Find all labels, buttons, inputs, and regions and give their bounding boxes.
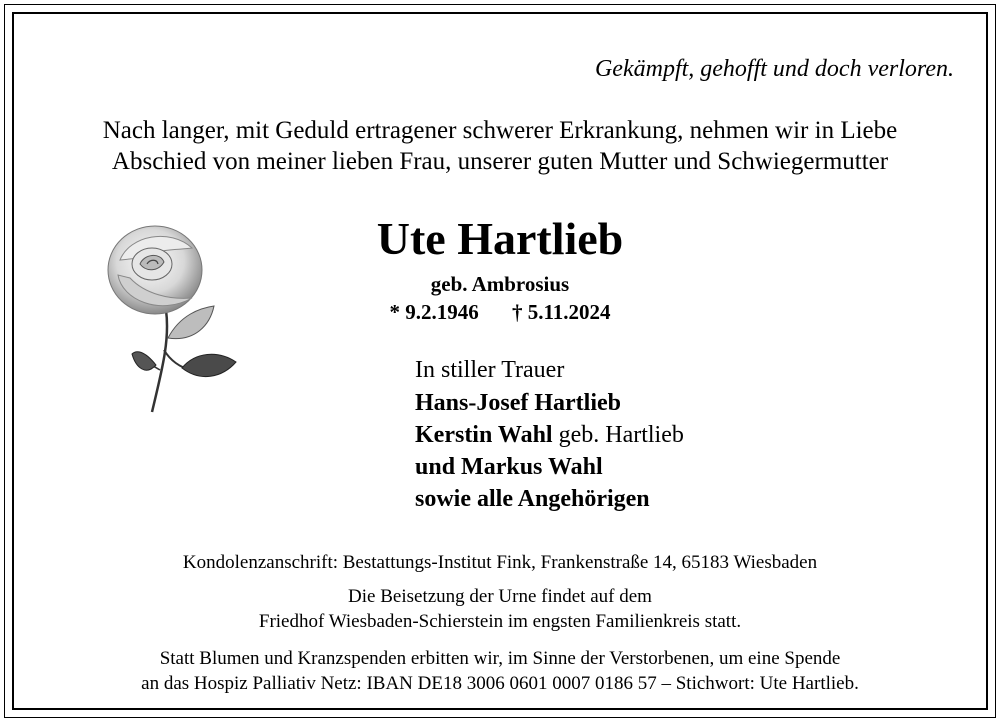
motto: Gekämpft, gehofft und doch verloren. [594,56,954,82]
mourner-1: Hans-Josef Hartlieb [415,390,621,416]
burial-line-2: Friedhof Wiesbaden-Schierstein im engsten Familienkreis statt. [258,611,742,632]
birth-name: geb. Ambrosius [430,272,570,296]
mourning-heading: In stiller Trauer [415,357,565,383]
deceased-name: Ute Hartlieb [376,213,624,264]
mourner-2-name: Kerstin Wahl [415,422,553,448]
condolence-address: Kondolenzanschrift: Bestattungs-Institut Fink, Frankenstraße 14, 65183 Wiesbaden [182,552,818,573]
mourner-4: sowie alle Angehörigen [415,486,650,512]
intro-line-2: Abschied von meiner lieben Frau, unserer guten Mutter und Schwiegermutter [111,148,889,175]
death-date: † 5.11.2024 [511,300,611,324]
mourner-2-birthname: geb. Hartlieb [552,422,684,448]
mourner-2 [415,422,684,449]
birth-date: * 9.2.1946 [389,300,479,324]
donation-line-1: Statt Blumen und Kranzspenden erbitten wir, im Sinne der Verstorbenen, um eine Spende [159,648,841,669]
burial-line-1: Die Beisetzung der Urne findet auf dem [348,586,652,607]
rose-icon [100,220,245,420]
mourner-3: und Markus Wahl [415,454,603,480]
donation-line-2: an das Hospiz Palliativ Netz: IBAN DE18 3006 0601 0007 0186 57 – Stichwort: Ute Hartlieb. [141,673,859,694]
intro-line-1: Nach langer, mit Geduld ertragener schwerer Erkrankung, nehmen wir in Liebe [102,117,898,144]
